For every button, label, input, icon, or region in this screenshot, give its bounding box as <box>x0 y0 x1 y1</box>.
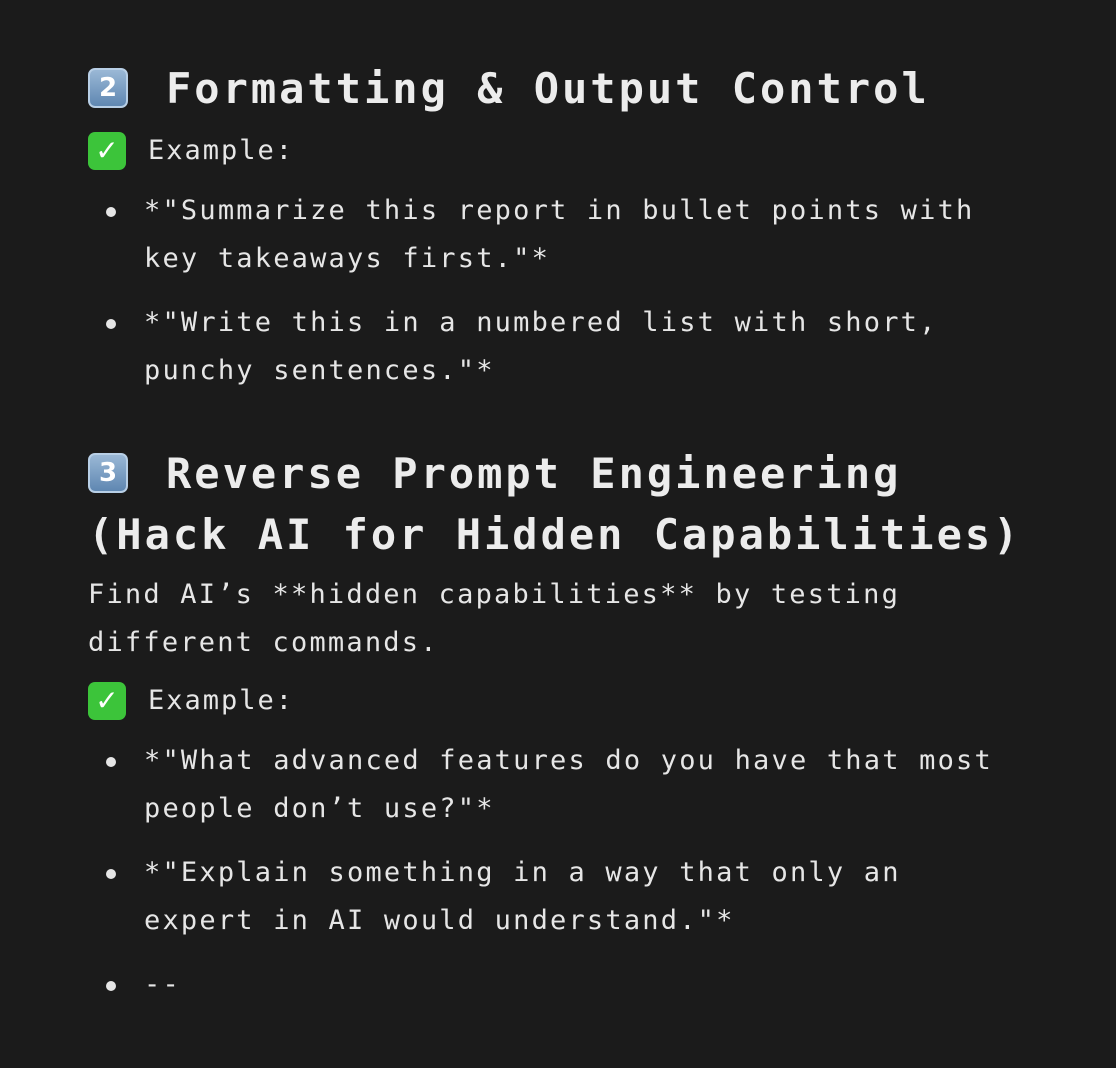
bullet-dot-icon <box>106 981 116 991</box>
bullet-dot-icon <box>106 869 116 879</box>
list-item-text: -- <box>144 969 181 1000</box>
section-3-heading <box>88 443 1088 504</box>
bullet-dot-icon <box>106 207 116 217</box>
section-2-heading <box>88 58 1088 119</box>
example-label-text: Example: <box>148 685 295 716</box>
list-item-text: *"Write this in a numbered list with short, punchy sentences."* <box>144 307 938 386</box>
list-item <box>88 737 1088 833</box>
keycap-2-icon: 2 <box>88 68 128 108</box>
section-3-description: Find AI’s **hidden capabilities** by testing different commands. <box>88 579 901 658</box>
check-mark-icon: ✓ <box>88 132 126 170</box>
section-3-example-label <box>88 681 1088 721</box>
check-mark-icon: ✓ <box>88 682 126 720</box>
bullet-dot-icon <box>106 757 116 767</box>
section-3-title-line-1: Reverse Prompt Engineering <box>166 449 902 498</box>
list-item <box>88 187 1088 283</box>
section-2-example-label <box>88 131 1088 171</box>
list-item <box>88 849 1088 945</box>
list-item-text: *"Summarize this report in bullet points with key takeaways first."* <box>144 195 975 274</box>
example-label-text: Example: <box>148 135 295 166</box>
content-page <box>88 58 1088 1009</box>
section-3-heading-line-2 <box>88 504 1088 565</box>
section-3-title-line-2: (Hack AI for Hidden Capabilities) <box>88 510 1022 559</box>
bullet-dot-icon <box>106 319 116 329</box>
list-item-text: *"What advanced features do you have that most people don’t use?"* <box>144 745 993 824</box>
section-3-bullet-list <box>88 737 1088 1009</box>
section-2-title: Formatting & Output Control <box>166 64 930 113</box>
list-item <box>88 961 1088 1009</box>
list-item <box>88 299 1088 395</box>
keycap-3-icon: 3 <box>88 453 128 493</box>
list-item-text: *"Explain something in a way that only an expert in AI would understand."* <box>144 857 901 936</box>
section-2-bullet-list <box>88 187 1088 395</box>
